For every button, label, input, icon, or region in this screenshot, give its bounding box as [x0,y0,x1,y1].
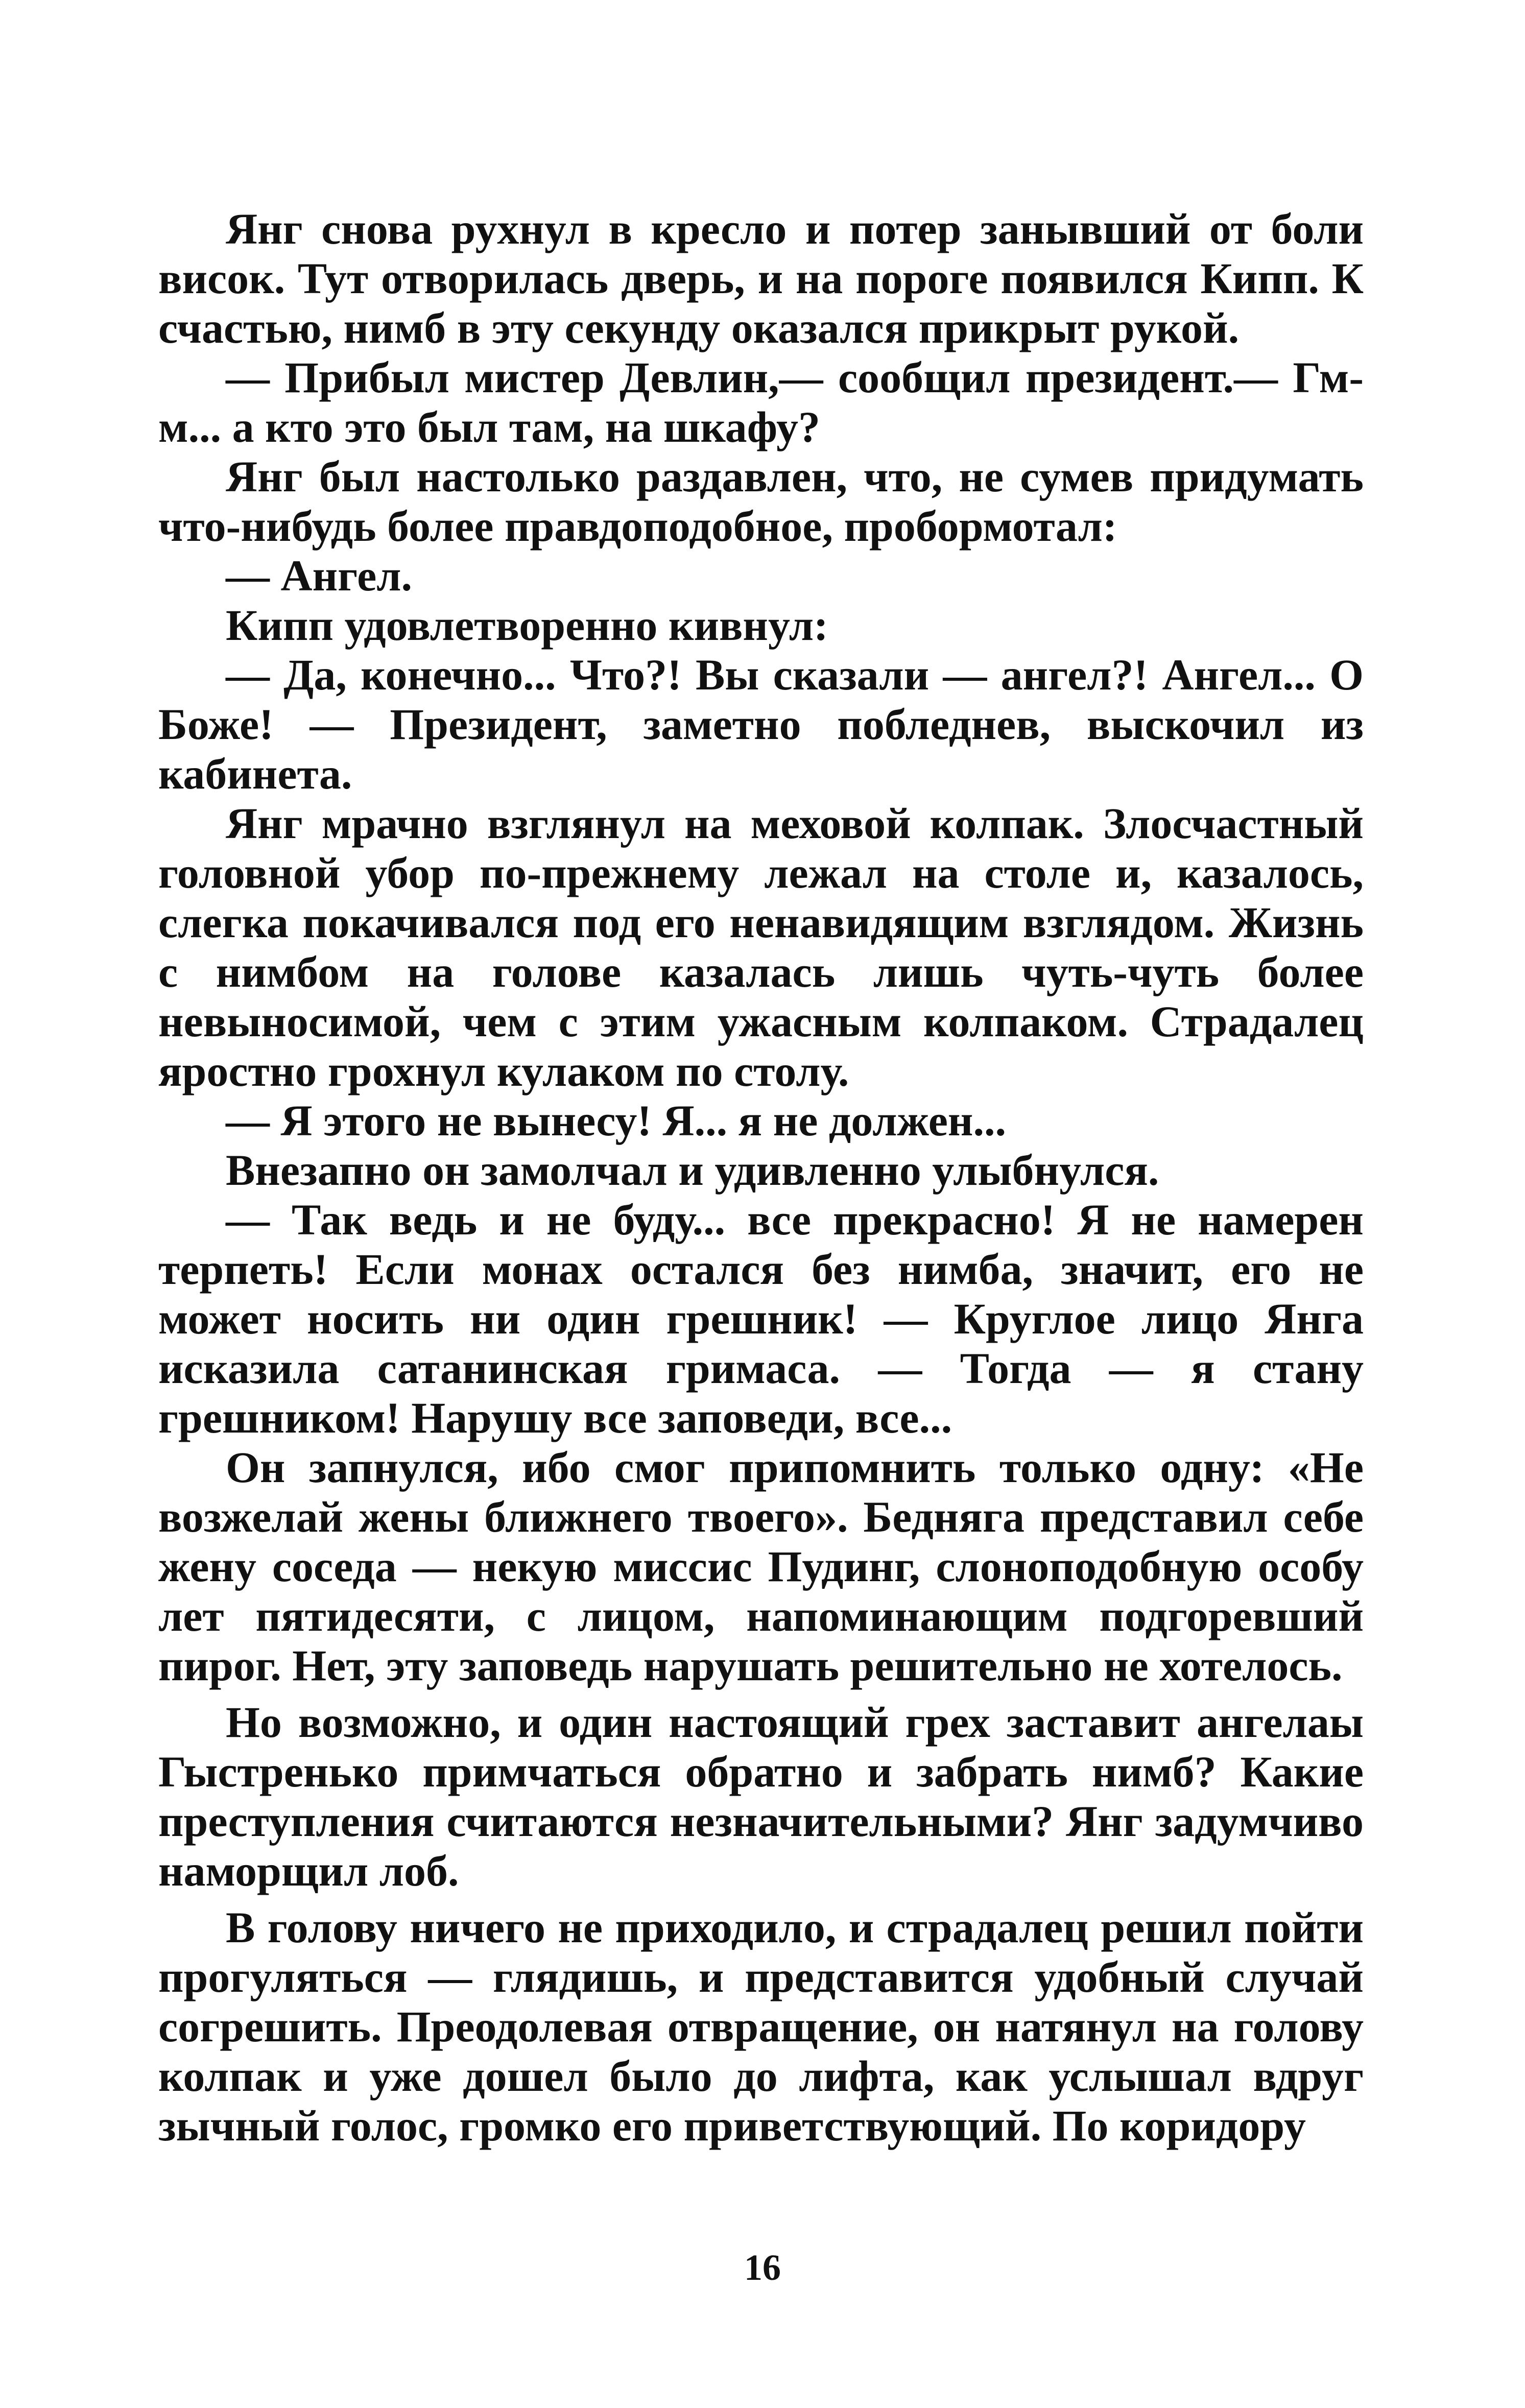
paragraph-7: Янг мрачно взглянул на меховой колпак. Злосчастный головной убор по-прежнему лежал на столе и, казалось, слегка покачивался под его ненавидящим взглядом. Жизнь с нимбом на голове казалась лишь чуть-чуть более невыносимой, чем с этим ужасным колпаком. Страдалец яростно грохнул кулаком по столу. [158,799,1364,1095]
paragraph-8: — Я этого не вынесу! Я... я не должен... [226,1096,1006,1145]
paragraph-12: Но возможно, и один настоящий грех заставит ангелаы Гыстренько примчаться обратно и забрать нимб? Какие преступления считаются незначительными? Янг задумчиво наморщил лоб. [158,1698,1364,1895]
paragraph-6: — Да, конечно... Что?! Вы сказали — ангел?! Ангел... О Боже! — Президент, заметно побледнев, выскочил из кабинета. [158,650,1364,798]
paragraph-5: Кипп удовлетворенно кивнул: [226,601,828,650]
paragraph-13: В голову ничего не приходило, и страдалец решил пойти прогуляться — глядишь, и представится удобный случай согрешить. Преодолевая отвращение, он натянул на голову колпак и уже дошел было до лифта, как услышал вдруг зычный голос, громко его приветствующий. По коридору [158,1903,1364,2150]
paragraph-11: Он запнулся, ибо смог припомнить только одну: «Не возжелай жены ближнего твоего». Бедняга представил себе жену соседа — некую миссис Пудинг, слоноподобную особу лет пятидесяти, с лицом, напоминающим подгоревший пирог. Нет, эту заповедь нарушать решительно не хотелось. [158,1443,1364,1690]
paragraph-10: — Так ведь и не буду... все прекрасно! Я не намерен терпеть! Если монах остался без нимба, значит, его не может носить ни один грешник! — Круглое лицо Янга исказила сатанинская гримаса. — Тогда — я стану грешником! Нарушу все заповеди, все... [158,1195,1364,1442]
body-text [158,204,1364,2151]
paragraph-4: — Ангел. [226,551,412,600]
paragraph-1: Янг снова рухнул в кресло и потер занывший от боли висок. Тут отворилась дверь, и на пороге появился Кипп. К счастью, нимб в эту секунду оказался прикрыт рукой. [158,204,1364,352]
paragraph-3: Янг был настолько раздавлен, что, не сумев придумать что-нибудь более правдоподобное, пробормотал: [158,452,1364,551]
paragraph-9: Внезапно он замолчал и удивленно улыбнулся. [226,1146,1159,1195]
page-number: 16 [744,2247,781,2288]
paragraph-2: — Прибыл мистер Девлин,— сообщил президент.— Гм-м... а кто это был там, на шкафу? [158,353,1364,451]
